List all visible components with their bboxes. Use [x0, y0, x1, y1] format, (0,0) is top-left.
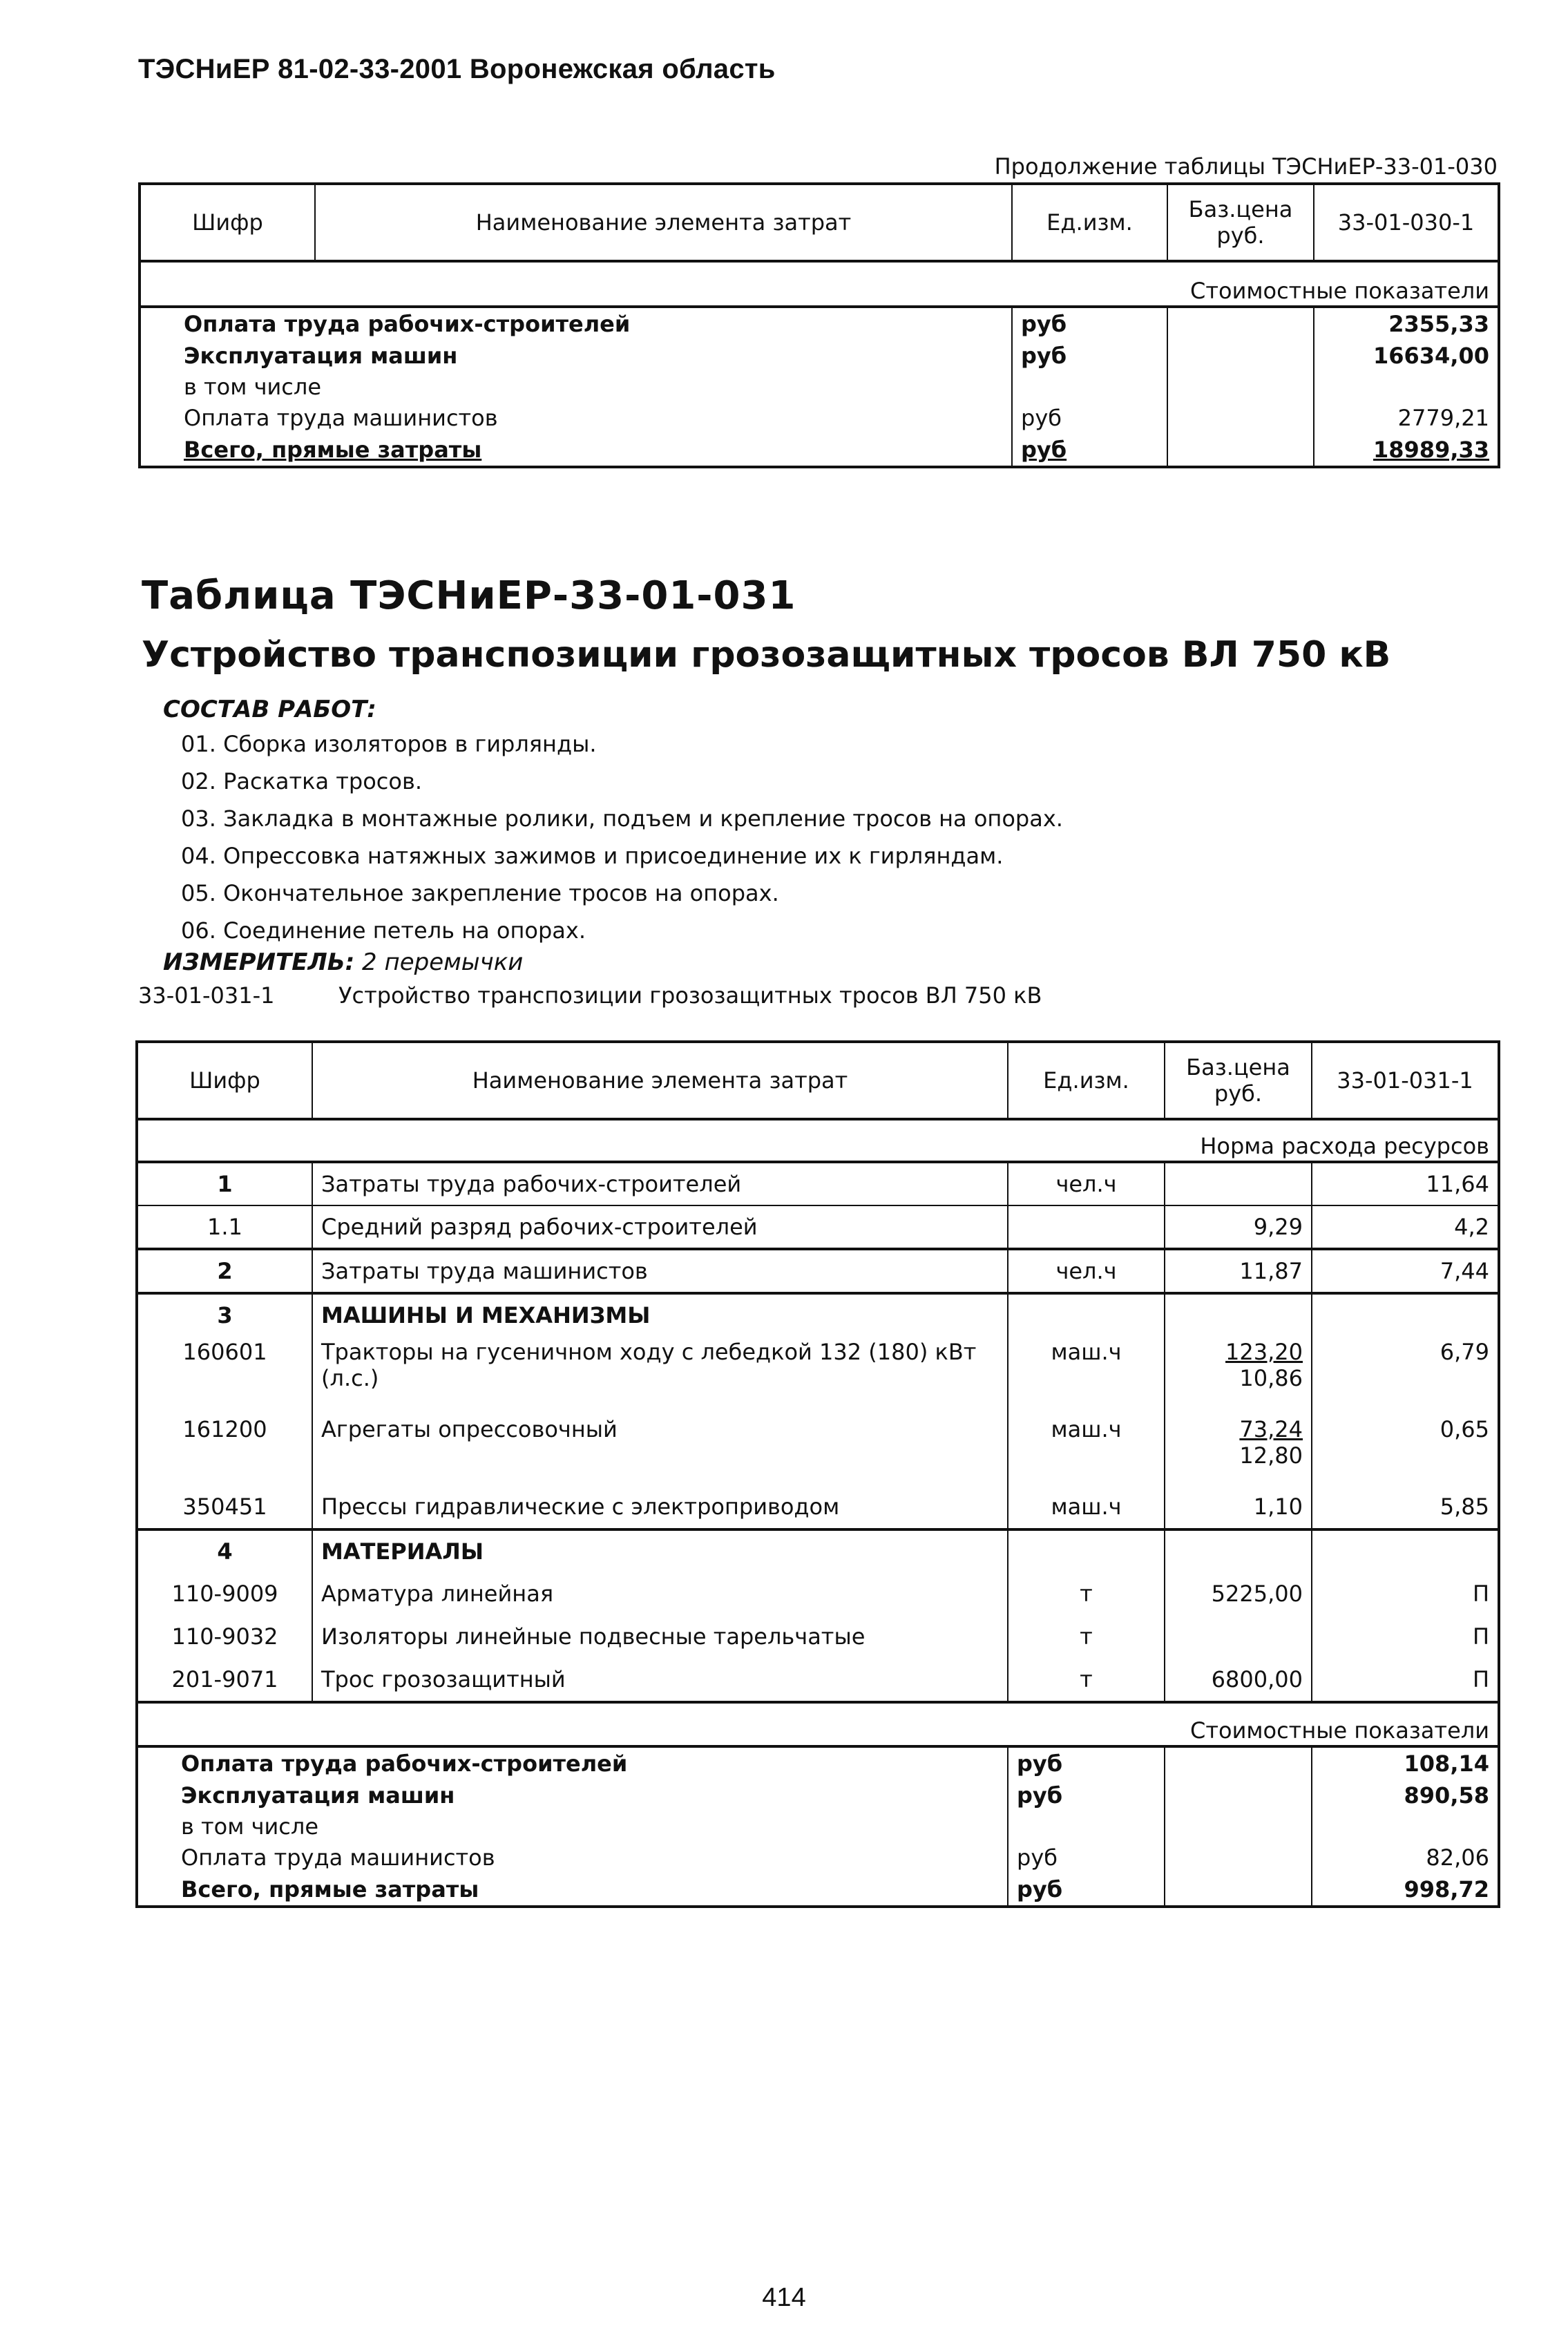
row-name: МАТЕРИАЛЫ	[312, 1529, 1008, 1572]
table-row	[137, 1572, 1499, 1615]
row-unit: руб	[1012, 434, 1167, 467]
work-item: 01. Сборка изоляторов в гирлянды.	[181, 731, 597, 757]
row-base-price: 1,10	[1165, 1485, 1312, 1529]
row-base-price: 5225,00	[1165, 1572, 1312, 1615]
row-code: 201-9071	[137, 1658, 312, 1702]
row-base-price-wage: 12,80	[1239, 1442, 1303, 1469]
cost-unit: руб	[1008, 1873, 1165, 1907]
cost-name: Оплата труда машинистов	[181, 1844, 495, 1871]
row-base-price	[1165, 1615, 1312, 1658]
row-value: 5,85	[1312, 1485, 1499, 1529]
row-base-price	[1165, 1529, 1312, 1572]
table-row	[137, 1162, 1499, 1205]
table-row	[137, 1529, 1499, 1572]
cost-name: Оплата труда рабочих-строителей	[181, 1750, 628, 1777]
col-header-code: Шифр	[137, 1042, 312, 1119]
row-value	[1312, 1293, 1499, 1336]
row-value: 6,79	[1312, 1336, 1499, 1413]
col-header-unit: Ед.изм.	[1012, 184, 1167, 261]
cost-value: 108,14	[1312, 1746, 1499, 1780]
row-base-price-total: 73,24	[1239, 1416, 1303, 1442]
row-name: Трос грозозащитный	[312, 1658, 1008, 1702]
works-label: СОСТАВ РАБОТ:	[163, 696, 376, 723]
cost-value: 890,58	[1312, 1780, 1499, 1811]
row-name: Изоляторы линейные подвесные тарельчатые	[312, 1615, 1008, 1658]
table-row	[137, 1780, 1499, 1811]
row-base-price-wage: 10,86	[1239, 1365, 1303, 1392]
table1-continuation-caption: Продолжение таблицы ТЭСНиЕР-33-01-030	[994, 153, 1498, 180]
row-value: П	[1312, 1572, 1499, 1615]
table-row	[137, 1746, 1499, 1780]
cost-base-price	[1165, 1746, 1312, 1780]
norm-code-description: Устройство транспозиции грозозащитных тросов ВЛ 750 кВ	[338, 982, 1042, 1009]
row-name: Всего, прямые затраты	[184, 436, 482, 463]
row-code: 3	[217, 1301, 233, 1328]
row-name: Средний разряд рабочих-строителей	[312, 1205, 1008, 1249]
row-name: МАШИНЫ И МЕХАНИЗМЫ	[312, 1293, 1008, 1336]
row-name: Арматура линейная	[312, 1572, 1008, 1615]
row-base-price	[1167, 340, 1314, 372]
row-base-price-total: 123,20	[1225, 1339, 1303, 1365]
table-row	[137, 1842, 1499, 1873]
row-name: Прессы гидравлические с электроприводом	[312, 1485, 1008, 1529]
norm-code-line	[138, 982, 1042, 1009]
work-item: 05. Окончательное закрепление тросов на опорах.	[181, 880, 779, 906]
meter-value: 2 перемычки	[362, 948, 524, 976]
work-item: 04. Опрессовка натяжных зажимов и присоединение их к гирляндам.	[181, 843, 1004, 869]
cost-name: в том числе	[181, 1813, 318, 1840]
row-name: Затраты труда рабочих-строителей	[312, 1162, 1008, 1205]
row-unit: т	[1008, 1658, 1165, 1702]
row-value	[1314, 372, 1499, 402]
row-value: 0,65	[1312, 1413, 1499, 1485]
row-code: 4	[217, 1538, 233, 1565]
row-unit: руб	[1012, 307, 1167, 340]
work-item: 02. Раскатка тросов.	[181, 768, 422, 794]
row-base-price	[1165, 1162, 1312, 1205]
meter-label: ИЗМЕРИТЕЛЬ:	[163, 948, 355, 976]
col-header-norm-code: 33-01-031-1	[1312, 1042, 1499, 1119]
row-value: 18989,33	[1314, 434, 1499, 467]
cost-base-price	[1165, 1873, 1312, 1907]
section-label: Стоимостные показатели	[140, 261, 1499, 307]
row-unit: руб	[1012, 402, 1167, 434]
cost-value	[1312, 1811, 1499, 1842]
table-row	[140, 434, 1499, 467]
table-row	[137, 1249, 1499, 1293]
cost-base-price	[1165, 1780, 1312, 1811]
table-row	[137, 1658, 1499, 1702]
cost-value: 998,72	[1312, 1873, 1499, 1907]
row-value: 4,2	[1312, 1205, 1499, 1249]
row-unit	[1008, 1293, 1165, 1336]
row-value: 7,44	[1312, 1249, 1499, 1293]
cost-value: 82,06	[1312, 1842, 1499, 1873]
table2-norm-row	[137, 1119, 1499, 1162]
row-name: Агрегаты опрессовочный	[312, 1413, 1008, 1485]
table-row	[137, 1811, 1499, 1842]
col-header-base-price: Баз.цена руб.	[1167, 184, 1314, 261]
page-number: 414	[762, 2283, 806, 2312]
row-value: П	[1312, 1658, 1499, 1702]
row-name: Оплата труда машинистов	[184, 404, 498, 431]
table1-header-row	[140, 184, 1499, 261]
cost-base-price	[1165, 1811, 1312, 1842]
table2-cost-row	[137, 1702, 1499, 1746]
norm-label: Норма расхода ресурсов	[137, 1119, 1499, 1162]
col-header-name: Наименование элемента затрат	[315, 184, 1012, 261]
table2-header-row	[137, 1042, 1499, 1119]
document-header: ТЭСНиЕР 81-02-33-2001 Воронежская область	[138, 54, 776, 84]
table-row	[140, 402, 1499, 434]
row-base-price	[1167, 307, 1314, 340]
row-unit: чел.ч	[1008, 1249, 1165, 1293]
work-item: 06. Соединение петель на опорах.	[181, 917, 586, 944]
col-header-code: Шифр	[140, 184, 315, 261]
row-code: 110-9009	[171, 1580, 278, 1607]
row-unit	[1008, 1529, 1165, 1572]
row-base-price	[1167, 402, 1314, 434]
row-code: 1.1	[137, 1205, 312, 1249]
row-base-price	[1167, 434, 1314, 467]
row-base-price	[1165, 1336, 1312, 1413]
row-unit: чел.ч	[1008, 1162, 1165, 1205]
cost-name: Эксплуатация машин	[181, 1782, 455, 1809]
table-row	[137, 1615, 1499, 1658]
row-base-price: 9,29	[1165, 1205, 1312, 1249]
cost-name: Всего, прямые затраты	[181, 1876, 479, 1902]
row-unit: маш.ч	[1008, 1336, 1165, 1413]
work-item: 03. Закладка в монтажные ролики, подъем и крепление тросов на опорах.	[181, 805, 1063, 832]
row-value: П	[1312, 1615, 1499, 1658]
row-value: 16634,00	[1314, 340, 1499, 372]
cost-unit: руб	[1008, 1746, 1165, 1780]
row-value: 11,64	[1312, 1162, 1499, 1205]
table1-section-row	[140, 261, 1499, 307]
cost-unit: руб	[1008, 1842, 1165, 1873]
row-unit	[1008, 1205, 1165, 1249]
row-code: 1	[217, 1170, 233, 1197]
table2	[135, 1040, 1500, 1908]
table-row	[137, 1336, 1499, 1413]
row-code: 350451	[137, 1485, 312, 1529]
row-unit	[1012, 372, 1167, 402]
col-header-unit: Ед.изм.	[1008, 1042, 1165, 1119]
row-name: в том числе	[184, 373, 321, 400]
row-base-price	[1167, 372, 1314, 402]
row-base-price: 6800,00	[1165, 1658, 1312, 1702]
row-unit: т	[1008, 1615, 1165, 1658]
cost-label: Стоимостные показатели	[137, 1702, 1499, 1746]
row-code: 2	[137, 1249, 312, 1293]
row-base-price	[1165, 1293, 1312, 1336]
table1	[138, 182, 1500, 468]
table-title: Таблица ТЭСНиЕР-33-01-031	[142, 573, 796, 618]
table-row	[137, 1413, 1499, 1485]
col-header-name: Наименование элемента затрат	[312, 1042, 1008, 1119]
row-value: 2355,33	[1314, 307, 1499, 340]
row-code: 160601	[182, 1339, 267, 1365]
col-header-base-price: Баз.цена руб.	[1165, 1042, 1312, 1119]
row-name: Тракторы на гусеничном ходу с лебедкой 132 (180) кВт (л.с.)	[312, 1336, 1008, 1413]
row-value: 2779,21	[1314, 402, 1499, 434]
row-base-price	[1165, 1413, 1312, 1485]
row-code: 110-9032	[171, 1623, 278, 1650]
row-name: Затраты труда машинистов	[312, 1249, 1008, 1293]
table-row	[137, 1205, 1499, 1249]
norm-code: 33-01-031-1	[138, 982, 275, 1009]
row-unit: т	[1008, 1572, 1165, 1615]
table-row	[137, 1873, 1499, 1907]
table-row	[140, 307, 1499, 340]
cost-base-price	[1165, 1842, 1312, 1873]
row-base-price: 11,87	[1165, 1249, 1312, 1293]
cost-unit	[1008, 1811, 1165, 1842]
col-header-norm-code: 33-01-030-1	[1314, 184, 1499, 261]
row-code: 161200	[182, 1416, 267, 1442]
row-name: Эксплуатация машин	[184, 342, 458, 369]
meter-line	[163, 948, 523, 976]
table-row	[140, 372, 1499, 402]
row-value	[1312, 1529, 1499, 1572]
table-row	[140, 340, 1499, 372]
cost-unit: руб	[1008, 1780, 1165, 1811]
row-unit: маш.ч	[1008, 1413, 1165, 1485]
table-subtitle: Устройство транспозиции грозозащитных тросов ВЛ 750 кВ	[142, 634, 1391, 676]
row-unit: руб	[1012, 340, 1167, 372]
row-unit: маш.ч	[1008, 1485, 1165, 1529]
table-row	[137, 1293, 1499, 1336]
table-row	[137, 1485, 1499, 1529]
row-name: Оплата труда рабочих-строителей	[184, 310, 631, 337]
